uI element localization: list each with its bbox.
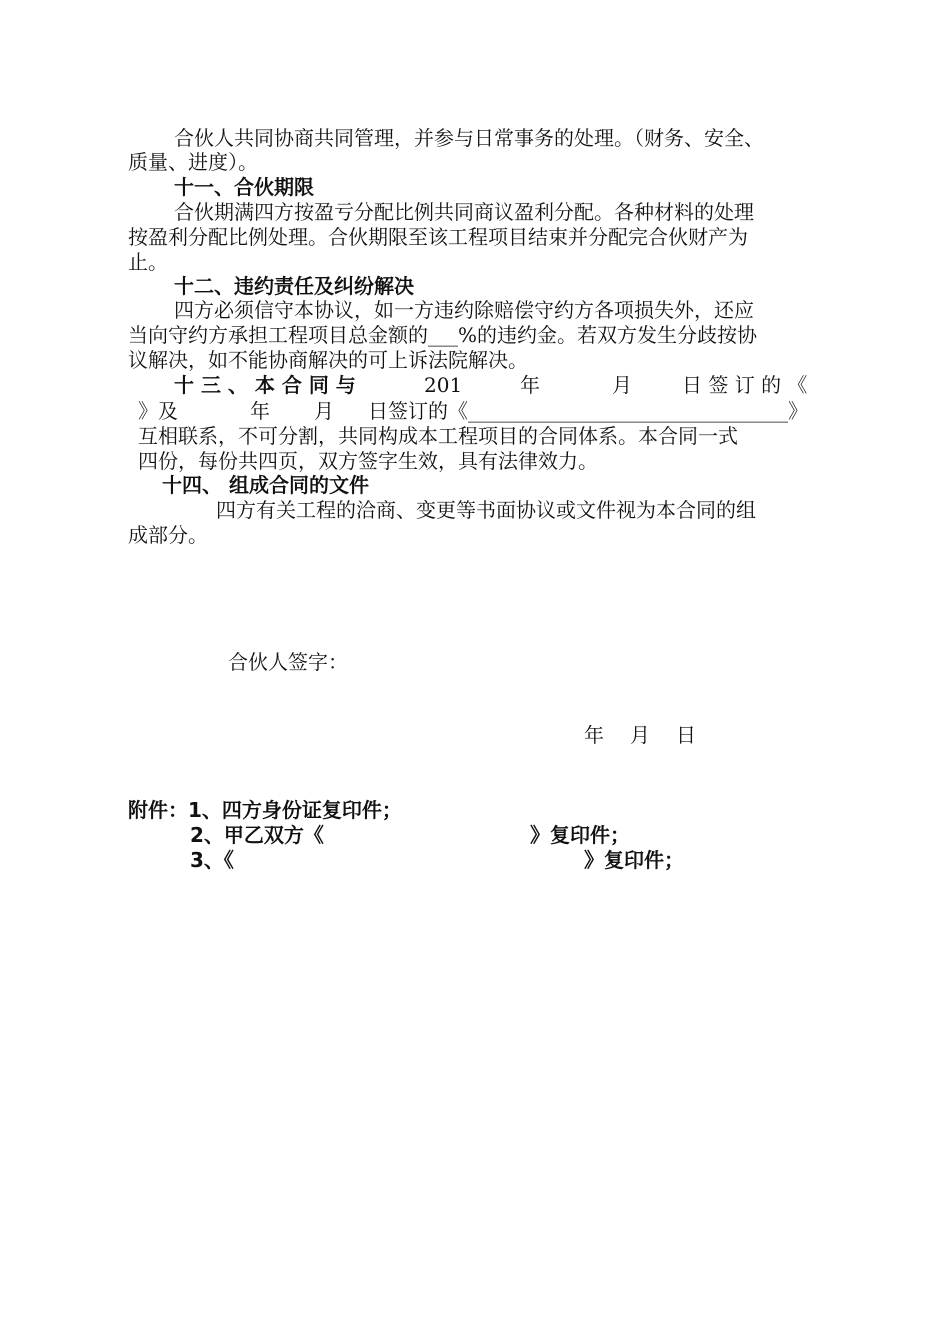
paragraph-12-text-b: %的违约金。若双方发生分歧按协 (458, 323, 758, 347)
attachment-item-3-start: 3、《 (190, 848, 234, 872)
section-13-line-3: 互相联系，不可分割，共同构成本工程项目的合同体系。本合同一式 (138, 424, 738, 448)
attachment-item-3-end: 》复印件； (584, 848, 684, 872)
section-13-line-2-year: 年 (250, 399, 270, 423)
section-13-line-2-month: 月 (314, 399, 334, 423)
paragraph-management-line-2: 质量、进度）。 (128, 150, 258, 174)
date-month-label: 月 (630, 723, 650, 747)
section-13-line-4: 四份，每份共四页，双方签字生效，具有法律效力。 (138, 449, 598, 473)
section-13-line-2-start: 》及 (138, 399, 178, 423)
paragraph-11-line-1: 合伙期满四方按盈亏分配比例共同商议盈利分配。各种材料的处理 (174, 200, 754, 224)
attachment-item-2-end: 》复印件； (530, 823, 630, 847)
heading-section-12: 十二、违约责任及纠纷解决 (174, 274, 414, 298)
penalty-percent-blank: ___ (428, 323, 458, 347)
section-13-year-201: 201 (424, 373, 463, 397)
heading-section-11: 十一、合伙期限 (174, 175, 314, 199)
paragraph-11-line-2: 按盈利分配比例处理。合伙期限至该工程项目结束并分配完合伙财产为 (128, 225, 748, 249)
paragraph-management-line-1: 合伙人共同协商共同管理，并参与日常事务的处理。（财务、安全、 (174, 126, 764, 150)
heading-section-14: 十四、 组成合同的文件 (162, 473, 369, 497)
section-13-signed-text: 日签订的《 (368, 399, 468, 423)
section-13-close-bracket: 》 (788, 399, 808, 423)
attachment-item-2-start: 2、甲乙双方《 (190, 823, 324, 847)
paragraph-12-line-2 (128, 323, 757, 347)
paragraph-11-line-3: 止。 (128, 250, 168, 274)
contract-name-blank: ________________________________ (468, 399, 788, 423)
attachment-item-1: 附件：1、四方身份证复印件； (128, 798, 402, 822)
paragraph-12-line-1: 四方必须信守本协议，如一方违约除赔偿守约方各项损失外，还应 (174, 298, 754, 322)
paragraph-14-line-1: 四方有关工程的洽商、变更等书面协议或文件视为本合同的组 (216, 498, 756, 522)
date-day-label: 日 (676, 723, 696, 747)
paragraph-14-line-2: 成部分。 (128, 523, 208, 547)
date-year-label: 年 (584, 723, 604, 747)
section-13-day-signed-text: 日 签 订 的 《 (682, 373, 808, 397)
paragraph-12-text-a: 当向守约方承担工程项目总金额的 (128, 323, 428, 347)
section-13-year-label: 年 (520, 373, 540, 397)
signature-label: 合伙人签字： (228, 650, 348, 674)
heading-section-13-part-a: 十 三 、 本 合 同 与 (174, 373, 356, 397)
paragraph-12-line-3: 议解决，如不能协商解决的可上诉法院解决。 (128, 348, 528, 372)
section-13-month-label: 月 (612, 373, 632, 397)
section-13-line-2-signed (368, 399, 808, 423)
